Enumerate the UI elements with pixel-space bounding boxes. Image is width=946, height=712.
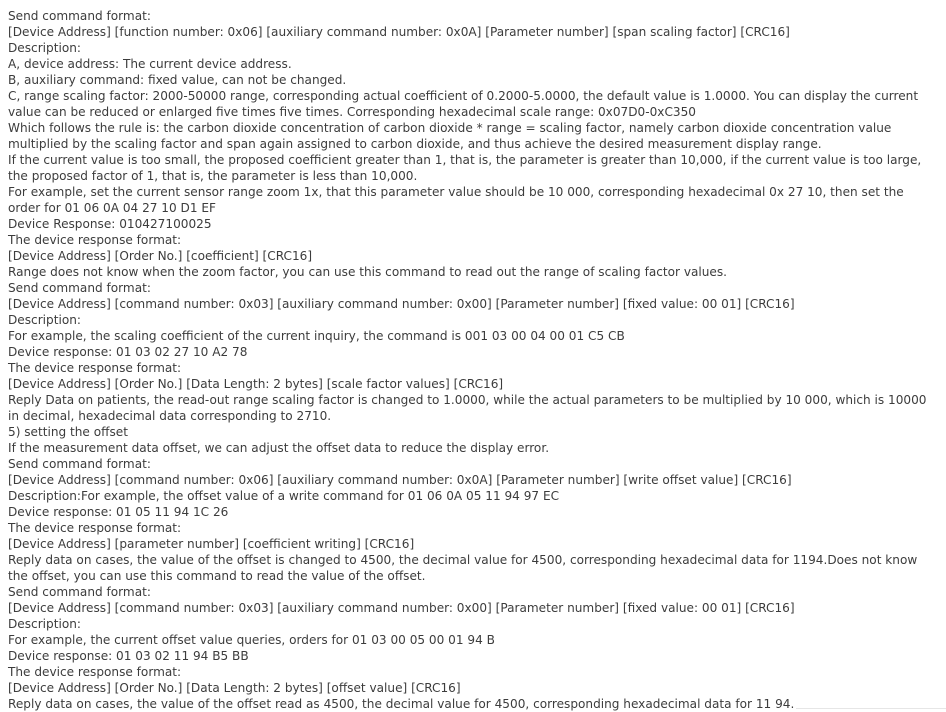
document-body bbox=[8, 0, 938, 712]
text-line: Device response: 01 03 02 27 10 A2 78 bbox=[8, 345, 248, 359]
text-line: Send command format: bbox=[8, 9, 151, 23]
text-line: A, device address: The current device address. bbox=[8, 57, 292, 71]
text-line: Description: bbox=[8, 617, 81, 631]
text-line: [Device Address] [Order No.] [coefficient] [CRC16] bbox=[8, 249, 313, 263]
text-line: [Device Address] [command number: 0x03] [auxiliary command number: 0x00] [Parameter number] [fixed value: 00 01] [CRC16] bbox=[8, 297, 795, 311]
text-line: Send command format: bbox=[8, 281, 151, 295]
text-line: For example, the current offset value queries, orders for 01 03 00 05 00 01 94 B bbox=[8, 633, 495, 647]
bottom-divider bbox=[796, 708, 946, 709]
text-line: The device response format: bbox=[8, 361, 182, 375]
text-line: Device response: 01 05 11 94 1C 26 bbox=[8, 505, 229, 519]
text-line: Reply Data on patients, the read-out range scaling factor is changed to 1.0000, while the actual parameters to be multiplied by 10 000, which is 10000 in decimal, hexadecimal data corresponding to 2710. bbox=[8, 393, 927, 423]
text-line: Range does not know when the zoom factor, you can use this command to read out the range of scaling factor values. bbox=[8, 265, 728, 279]
text-line: [Device Address] [command number: 0x06] [auxiliary command number: 0x0A] [Parameter number] [write offset value] [CRC16] bbox=[8, 473, 792, 487]
text-line: If the measurement data offset, we can adjust the offset data to reduce the display error. bbox=[8, 441, 550, 455]
text-line: Description:For example, the offset value of a write command for 01 06 0A 05 11 94 97 EC bbox=[8, 489, 560, 503]
text-line: For example, set the current sensor range zoom 1x, that this parameter value should be 10 000, corresponding hexadecimal 0x 27 10, then set the order for 01 06 0A 04 27 10 D1 EF bbox=[8, 185, 904, 215]
text-line: The device response format: bbox=[8, 521, 182, 535]
text-line: Which follows the rule is: the carbon dioxide concentration of carbon dioxide * range = scaling factor, namely carbon dioxide concentration value multiplied by the scaling factor and span again assigned to carbon dioxide, and thus achieve the desired measurement display range. bbox=[8, 121, 892, 151]
text-line: [Device Address] [function number: 0x06] [auxiliary command number: 0x0A] [Parameter number] [span scaling factor] [CRC16] bbox=[8, 25, 790, 39]
clipped-top-line bbox=[8, 0, 938, 8]
text-line: [Device Address] [Order No.] [Data Length: 2 bytes] [scale factor values] [CRC16] bbox=[8, 377, 504, 391]
text-line: Description: bbox=[8, 313, 81, 327]
text-line: Send command format: bbox=[8, 457, 151, 471]
text-line: Description: bbox=[8, 41, 81, 55]
text-line: Reply data on cases, the value of the offset is changed to 4500, the decimal value for 4500, corresponding hexadecimal data for 1194.Does not know the offset, you can use this command to read the value of the offset. bbox=[8, 553, 918, 583]
text-line: The device response format: bbox=[8, 233, 182, 247]
text-line: If the current value is too small, the proposed coefficient greater than 1, that is, the parameter is greater than 10,000, if the current value is too large, the proposed factor of 1, that is, the parameter is less than 10,000. bbox=[8, 153, 922, 183]
text-line: 5) setting the offset bbox=[8, 425, 128, 439]
text-line: [Device Address] [command number: 0x03] [auxiliary command number: 0x00] [Parameter number] [fixed value: 00 01] [CRC16] bbox=[8, 601, 795, 615]
text-line: B, auxiliary command: fixed value, can not be changed. bbox=[8, 73, 347, 87]
text-line: The device response format: bbox=[8, 665, 182, 679]
text-line: Reply data on cases, the value of the offset read as 4500, the decimal value for 4500, corresponding hexadecimal data for 11 94. bbox=[8, 697, 795, 711]
text-line: C, range scaling factor: 2000-50000 range, corresponding actual coefficient of 0.2000-5.0000, the default value is 1.0000. You can display the current value can be reduced or enlarged five times five times. Corresponding hexadecimal scale range: 0x07D0-0xC350 bbox=[8, 89, 919, 119]
text-line: [Device Address] [Order No.] [Data Length: 2 bytes] [offset value] [CRC16] bbox=[8, 681, 461, 695]
text-line: [Device Address] [parameter number] [coefficient writing] [CRC16] bbox=[8, 537, 415, 551]
text-line: Send command format: bbox=[8, 585, 151, 599]
text-line: Device response: 01 03 02 11 94 B5 BB bbox=[8, 649, 249, 663]
text-line: For example, the scaling coefficient of the current inquiry, the command is 001 03 00 04 00 01 C5 CB bbox=[8, 329, 625, 343]
text-line: Device Response: 010427100025 bbox=[8, 217, 212, 231]
